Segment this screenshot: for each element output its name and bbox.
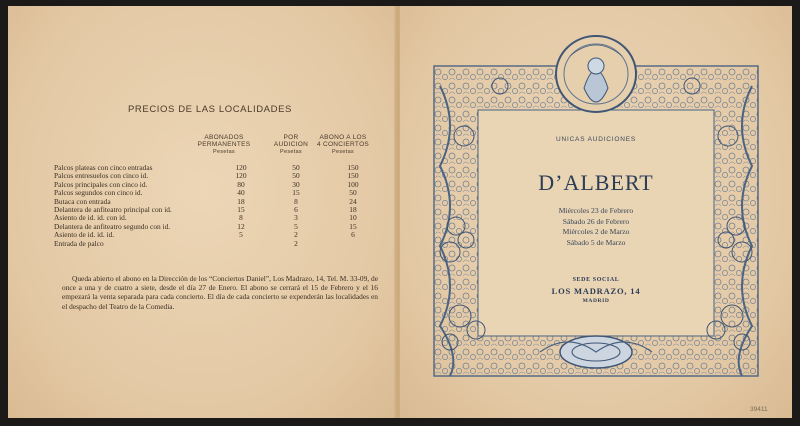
left-page <box>8 6 396 418</box>
table-row: Palcos segundos con cinco id. 40 15 50 <box>54 188 357 198</box>
table-row: Palcos entresuelos con cinco id. 120 50 150 <box>54 171 359 181</box>
price-table <box>54 164 374 248</box>
artist-name: D’ALBERT <box>538 170 654 195</box>
table-row: Palcos plateas con cinco entradas 120 50 150 <box>54 163 359 172</box>
table-row: Entrada de palco 2 <box>54 238 298 248</box>
table-row: Delantera de anfiteatro principal con id. 15 6 18 <box>54 204 357 214</box>
table-row: Asiento de id. id. id. 5 2 6 <box>54 230 355 240</box>
table-row: Butaca con entrada 18 8 24 <box>54 196 357 206</box>
archive-stamp: 39411 <box>750 406 768 413</box>
column-header-audicion: POR AUDICION Pesetas <box>273 134 309 155</box>
column-headers <box>8 134 396 164</box>
date-item: Sábado 26 de Febrero <box>562 216 630 226</box>
sede-label: SEDE SOCIAL <box>572 277 620 283</box>
prices-title: PRECIOS DE LAS LOCALIDADES <box>128 104 292 115</box>
right-page <box>400 6 792 418</box>
subscription-note: Queda abierto el abono en la Dirección de los “Conciertos Daniel”, Los Madrazo, 14, Tel. M. 33-09, de once a una y de cuatro a siete, desde el día 27 de Enero. El abono se cerrará el 15 de Febrero y el 16 empezará la venta separada para cada concierto. El día de cada concierto se expenderán las localidades en el despacho del Teatro de la Comedia. <box>62 274 378 311</box>
table-row: Delantera de anfiteatro segundo con id. 12 5 15 <box>54 221 357 231</box>
column-header-abono-4: ABONO A LOS 4 CONCIERTOS Pesetas <box>316 134 370 155</box>
heading-unicas-audiciones: UNICAS AUDICIONES <box>555 136 637 143</box>
column-header-abonados: ABONADOS PERMANENTES Pesetas <box>197 134 251 155</box>
date-item: Miércoles 2 de Marzo <box>562 227 630 237</box>
table-row: Asiento de id. id. con id. 8 3 10 <box>54 213 357 223</box>
address: LOS MADRAZO, 14 <box>551 286 641 296</box>
date-item: Sábado 5 de Marzo <box>566 237 626 247</box>
date-item: Miércoles 23 de Febrero <box>558 206 634 215</box>
table-row: Palcos principales con cinco id. 80 30 100 <box>54 179 359 189</box>
concert-dates <box>400 206 792 248</box>
city: MADRID <box>582 298 610 304</box>
